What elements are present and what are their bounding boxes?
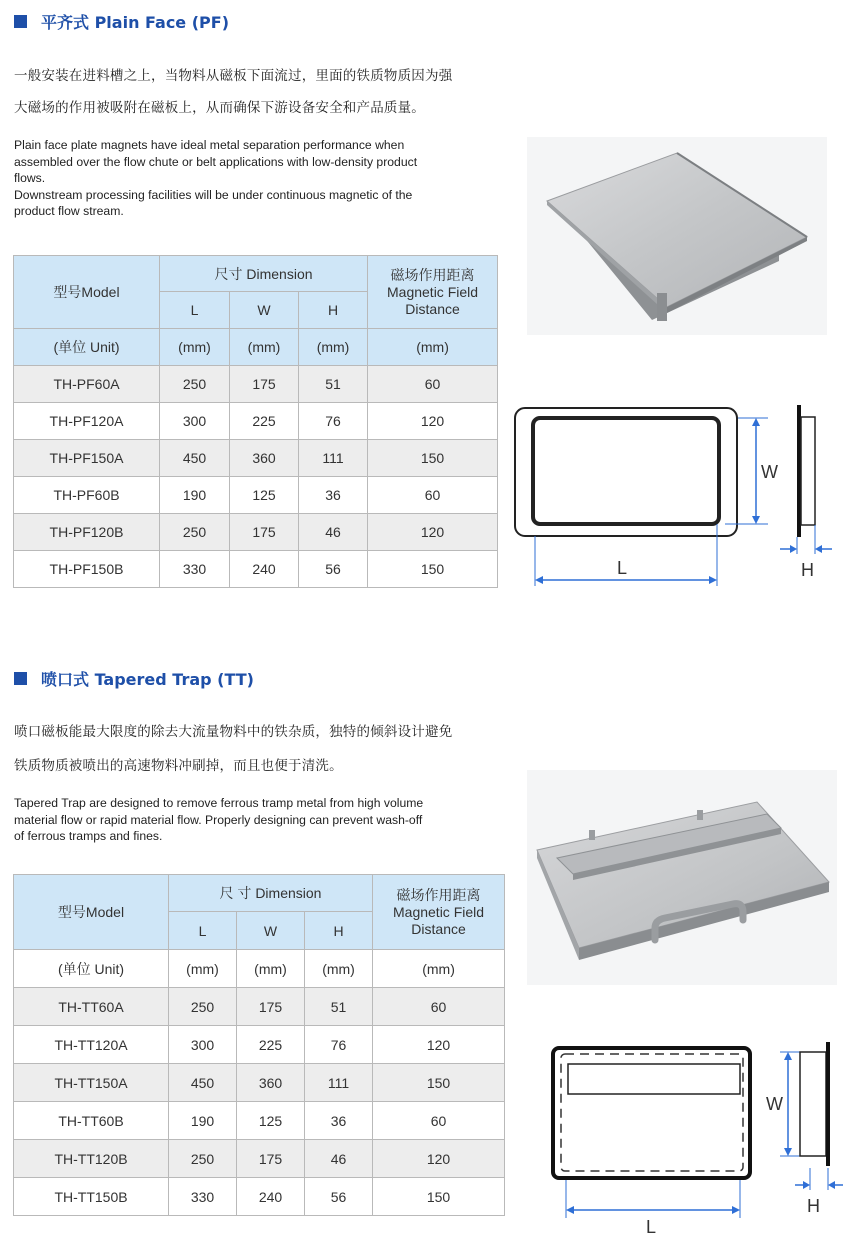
w-cell: 360: [237, 1064, 305, 1102]
table-row: [14, 988, 505, 1026]
l-cell: 250: [169, 1140, 237, 1178]
pf-en-paragraph: [14, 137, 514, 220]
distance-cell: 120: [368, 403, 498, 440]
pf-diagram-h-label: H: [801, 560, 814, 580]
pf-dimension-header: 尺寸 Dimension: [160, 256, 368, 292]
l-cell: 300: [160, 403, 230, 440]
tt-diagram-h-label: H: [807, 1196, 820, 1216]
table-row: [14, 403, 498, 440]
h-cell: 56: [305, 1178, 373, 1216]
tt-tapered-trap-icon: [527, 770, 837, 985]
pf-cn-line-1: 一般安装在进料槽之上，当物料从磁板下面流过，里面的铁质物质因为强: [14, 68, 453, 84]
model-cell: TH-TT60A: [14, 988, 169, 1026]
model-cell: TH-TT150B: [14, 1178, 169, 1216]
tt-cn-line-1: 喷口磁板能最大限度的除去大流量物料中的铁杂质，独特的倾斜设计避免: [14, 724, 453, 740]
tt-magnetic-header-cn: 磁场作用距离: [396, 886, 481, 903]
table-row: [14, 1178, 505, 1216]
tt-product-photo: [527, 770, 837, 985]
tt-cn-line-2: 铁质物质被喷出的高速物料冲刷掉，而且也便于清洗。: [14, 758, 343, 774]
pf-en-line: product flow stream.: [14, 204, 124, 218]
w-cell: 225: [230, 403, 299, 440]
h-cell: 111: [299, 440, 368, 477]
distance-cell: 150: [368, 440, 498, 477]
pf-unit-mm: (mm): [299, 329, 368, 366]
tt-diagram-l-label: L: [646, 1217, 657, 1237]
l-cell: 190: [160, 477, 230, 514]
section-heading-tt: [14, 667, 254, 690]
heading-square-icon: [14, 672, 27, 685]
pf-spec-table: [13, 255, 498, 588]
tt-col-h: H: [305, 912, 373, 950]
tt-en-line: Tapered Trap are designed to remove ferrous tramp metal from high volume: [14, 796, 424, 810]
distance-cell: 60: [373, 988, 505, 1026]
w-cell: 175: [237, 988, 305, 1026]
distance-cell: 120: [368, 514, 498, 551]
model-cell: TH-PF150A: [14, 440, 160, 477]
table-row: [14, 477, 498, 514]
pf-diagram-l-label: L: [617, 558, 628, 578]
tt-diagram-w-label: W: [766, 1094, 783, 1114]
pf-magnetic-header: [368, 256, 498, 329]
w-cell: 175: [230, 514, 299, 551]
distance-cell: 120: [373, 1026, 505, 1064]
distance-cell: 120: [373, 1140, 505, 1178]
l-cell: 190: [169, 1102, 237, 1140]
tt-unit-mm: (mm): [237, 950, 305, 988]
pf-model-header: 型号Model: [14, 256, 160, 329]
w-cell: 240: [237, 1178, 305, 1216]
w-cell: 175: [230, 366, 299, 403]
w-cell: 225: [237, 1026, 305, 1064]
model-cell: TH-PF150B: [14, 551, 160, 588]
w-cell: 240: [230, 551, 299, 588]
tt-unit-label: (单位 Unit): [14, 950, 169, 988]
model-cell: TH-PF120B: [14, 514, 160, 551]
pf-col-w: W: [230, 292, 299, 329]
table-row: [14, 551, 498, 588]
model-cell: TH-PF120A: [14, 403, 160, 440]
tt-en-paragraph: [14, 795, 514, 845]
h-cell: 76: [305, 1026, 373, 1064]
pf-dimension-diagram: [510, 400, 850, 590]
model-cell: TH-PF60A: [14, 366, 160, 403]
pf-unit-mm: (mm): [160, 329, 230, 366]
pf-magnetic-header-en1: Magnetic Field: [387, 283, 479, 300]
w-cell: 360: [230, 440, 299, 477]
pf-en-line: flows.: [14, 171, 46, 185]
h-cell: 36: [299, 477, 368, 514]
table-row: [14, 514, 498, 551]
tt-model-header: 型号Model: [14, 875, 169, 950]
h-cell: 51: [299, 366, 368, 403]
w-cell: 175: [237, 1140, 305, 1178]
tt-col-w: W: [237, 912, 305, 950]
distance-cell: 60: [368, 366, 498, 403]
tt-unit-mm: (mm): [305, 950, 373, 988]
pf-unit-mm: (mm): [230, 329, 299, 366]
table-row: [14, 440, 498, 477]
distance-cell: 150: [373, 1178, 505, 1216]
l-cell: 330: [169, 1178, 237, 1216]
table-row: [14, 1026, 505, 1064]
pf-heading-text: 平齐式 Plain Face (PF): [41, 13, 230, 32]
distance-cell: 60: [373, 1102, 505, 1140]
tt-unit-mm: (mm): [169, 950, 237, 988]
pf-magnetic-header-cn: 磁场作用距离: [390, 266, 475, 283]
tt-heading-text: 喷口式 Tapered Trap (TT): [41, 670, 254, 689]
pf-unit-mm: (mm): [368, 329, 498, 366]
h-cell: 76: [299, 403, 368, 440]
w-cell: 125: [237, 1102, 305, 1140]
h-cell: 51: [305, 988, 373, 1026]
tt-dimension-diagram: [548, 1040, 848, 1240]
w-cell: 125: [230, 477, 299, 514]
pf-col-l: L: [160, 292, 230, 329]
tt-magnetic-header-en2: Distance: [411, 920, 466, 937]
pf-en-line: Plain face plate magnets have ideal metal separation performance when: [14, 138, 405, 152]
h-cell: 36: [305, 1102, 373, 1140]
l-cell: 250: [160, 514, 230, 551]
tt-spec-table: [13, 874, 505, 1216]
pf-product-photo: [527, 137, 827, 335]
tt-col-l: L: [169, 912, 237, 950]
pf-unit-label: (单位 Unit): [14, 329, 160, 366]
h-cell: 56: [299, 551, 368, 588]
model-cell: TH-PF60B: [14, 477, 160, 514]
l-cell: 450: [160, 440, 230, 477]
model-cell: TH-TT120A: [14, 1026, 169, 1064]
l-cell: 250: [160, 366, 230, 403]
tt-magnetic-header-en1: Magnetic Field: [393, 903, 485, 920]
table-row: [14, 1064, 505, 1102]
table-row: [14, 1102, 505, 1140]
pf-en-line: Downstream processing facilities will be under continuous magnetic of the: [14, 187, 413, 202]
distance-cell: 60: [368, 477, 498, 514]
h-cell: 46: [305, 1140, 373, 1178]
h-cell: 111: [305, 1064, 373, 1102]
tt-en-line: material flow or rapid material flow. Properly designing can prevent wash-off: [14, 812, 423, 827]
table-row: [14, 1140, 505, 1178]
pf-plate-magnet-icon: [527, 137, 827, 335]
model-cell: TH-TT60B: [14, 1102, 169, 1140]
h-cell: 46: [299, 514, 368, 551]
tt-unit-mm: (mm): [373, 950, 505, 988]
l-cell: 250: [169, 988, 237, 1026]
pf-magnetic-header-en2: Distance: [405, 300, 460, 317]
table-row: [14, 366, 498, 403]
tt-en-line: of ferrous tramps and fines.: [14, 829, 163, 843]
pf-col-h: H: [299, 292, 368, 329]
pf-diagram-w-label: W: [761, 462, 778, 482]
model-cell: TH-TT120B: [14, 1140, 169, 1178]
l-cell: 300: [169, 1026, 237, 1064]
distance-cell: 150: [373, 1064, 505, 1102]
tt-magnetic-header: [373, 875, 505, 950]
section-heading-pf: [14, 10, 229, 33]
l-cell: 330: [160, 551, 230, 588]
pf-cn-line-2: 大磁场的作用被吸附在磁板上，从而确保下游设备安全和产品质量。: [14, 100, 425, 116]
model-cell: TH-TT150A: [14, 1064, 169, 1102]
tt-dimension-header: 尺 寸 Dimension: [169, 875, 373, 912]
heading-square-icon: [14, 15, 27, 28]
pf-en-line: assembled over the flow chute or belt applications with low-density product: [14, 154, 418, 169]
distance-cell: 150: [368, 551, 498, 588]
l-cell: 450: [169, 1064, 237, 1102]
